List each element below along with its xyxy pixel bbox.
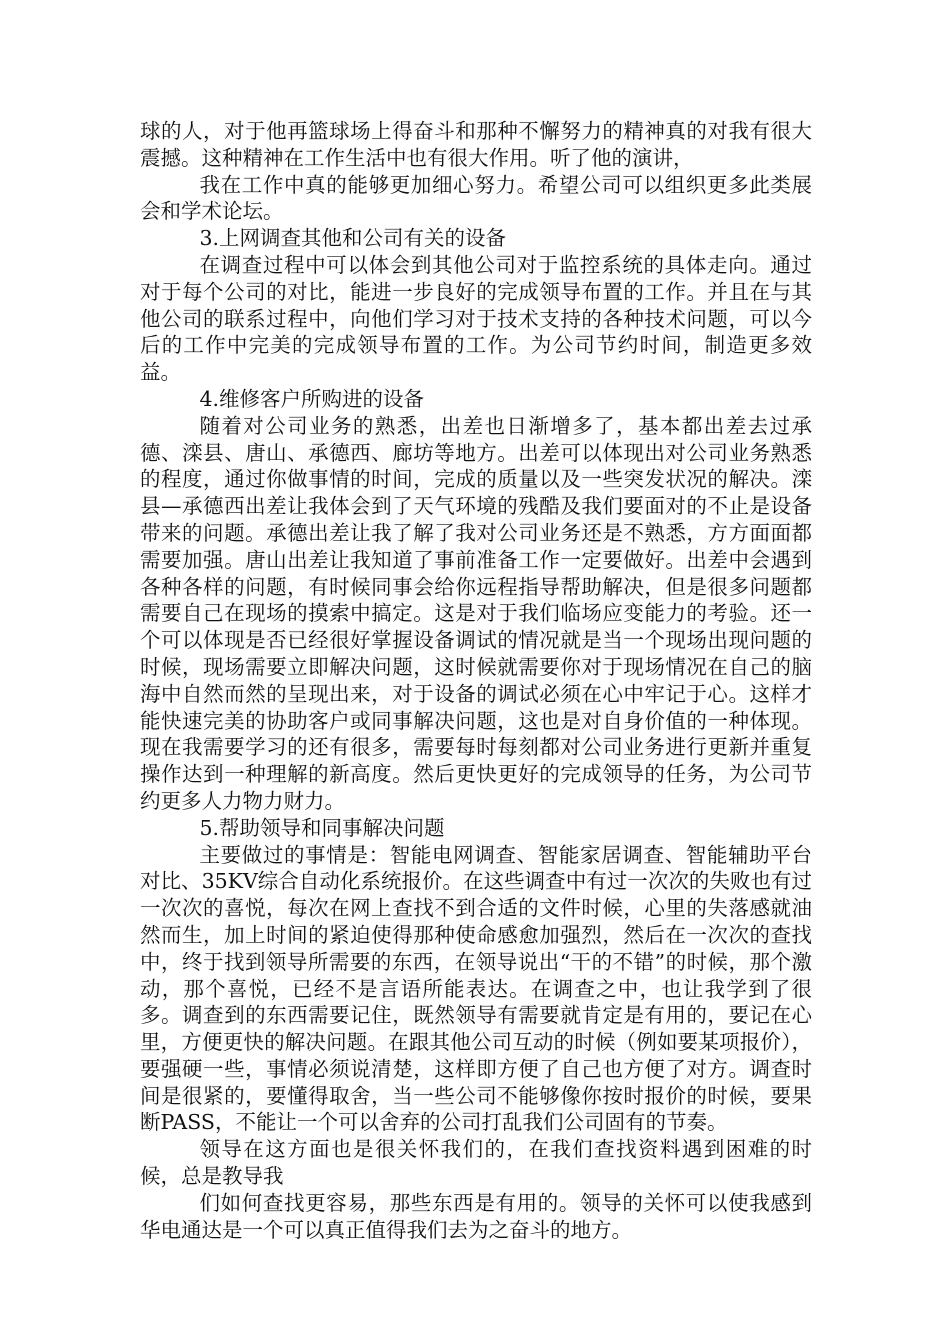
paragraph-4: 随着对公司业务的熟悉，出差也日渐增多了，基本都出差去过承德、滦县、唐山、承德西、廊坊等地方。出差可以体现出对公司业务熟悉的程度，通过你做事情的时间，完成的质量以及一些突发状况的解决。滦县—承德西出差让我体会到了天气环境的残酷及我们要面对的不止是设备带来的问题。承德出差让我了解了我对公司业务还是不熟悉，方方面面都需要加强。唐山出差让我知道了事前准备工作一定要做好。出差中会遇到各种各样的问题，有时候同事会给你远程指导帮助解决，但是很多问题都需要自己在现场的摸索中搞定。这是对于我们临场应变能力的考验。还一个可以体现是否已经很好掌握设备调试的情况就是当一个现场出现问题的时候，现场需要立即解决问题，这时候就需要你对于现场情况在自己的脑海中自然而然的呈现出来，对于设备的调试必须在心中牢记于心。这样才能快速完美的协助客户或同事解决问题，这也是对自身价值的一种体现。现在我需要学习的还有很多，需要每时每刻都对公司业务进行更新并重复操作达到一种理解的新高度。然后更快更好的完成领导的任务，为公司节约更多人力物力财力。 [140,413,812,813]
paragraph-5: 主要做过的事情是：智能电网调查、智能家居调查、智能辅助平台对比、35KV综合自动化系统报价。在这些调查中有过一次次的失败也有过一次次的喜悦，每次在网上查找不到合适的文件时候，心里的失落感就油然而生，加上时间的紧迫使得那种使命感愈加强烈，然后在一次次的查找中，终于找到领导所需要的东西，在领导说出“干的不错”的时候，那个激动，那个喜悦，已经不是言语所能表达。在调查之中，也让我学到了很多。调查到的东西需要记住，既然领导有需要就肯定是有用的，要记在心里，方便更快的解决问题。在跟其他公司互动的时候（例如要某项报价），要强硬一些，事情必须说清楚，这样即方便了自己也方便了对方。调查时间是很紧的，要懂得取舍，当一些公司不能够像你按时报价的时候，要果断PASS，不能让一个可以舍弃的公司打乱我们公司固有的节奏。 [140,842,812,1135]
document-body [140,118,812,1243]
paragraph-7: 们如何查找更容易，那些东西是有用的。领导的关怀可以使我感到华电通达是一个可以真正值得我们去为之奋斗的地方。 [140,1190,812,1242]
section-heading-3: 3.上网调查其他和公司有关的设备 [199,226,506,251]
paragraph-1: 球的人，对于他再篮球场上得奋斗和那种不懈努力的精神真的对我有很大震撼。这种精神在工作生活中也有很大作用。听了他的演讲， [140,119,812,170]
section-heading-4: 4.维修客户所购进的设备 [199,386,424,411]
paragraph-3: 在调查过程中可以体会到其他公司对于监控系统的具体走向。通过对于每个公司的对比，能进一步良好的完成领导布置的工作。并且在与其他公司的联系过程中，向他们学习对于技术支持的各种技术问题，可以今后的工作中完美的完成领导布置的工作。为公司节约时间，制造更多效益。 [140,252,812,385]
paragraph-2: 我在工作中真的能够更加细心努力。希望公司可以组织更多此类展会和学术论坛。 [140,172,812,224]
paragraph-6: 领导在这方面也是很关怀我们的，在我们查找资料遇到困难的时候，总是教导我 [140,1137,812,1189]
section-heading-5: 5.帮助领导和同事解决问题 [199,815,445,840]
